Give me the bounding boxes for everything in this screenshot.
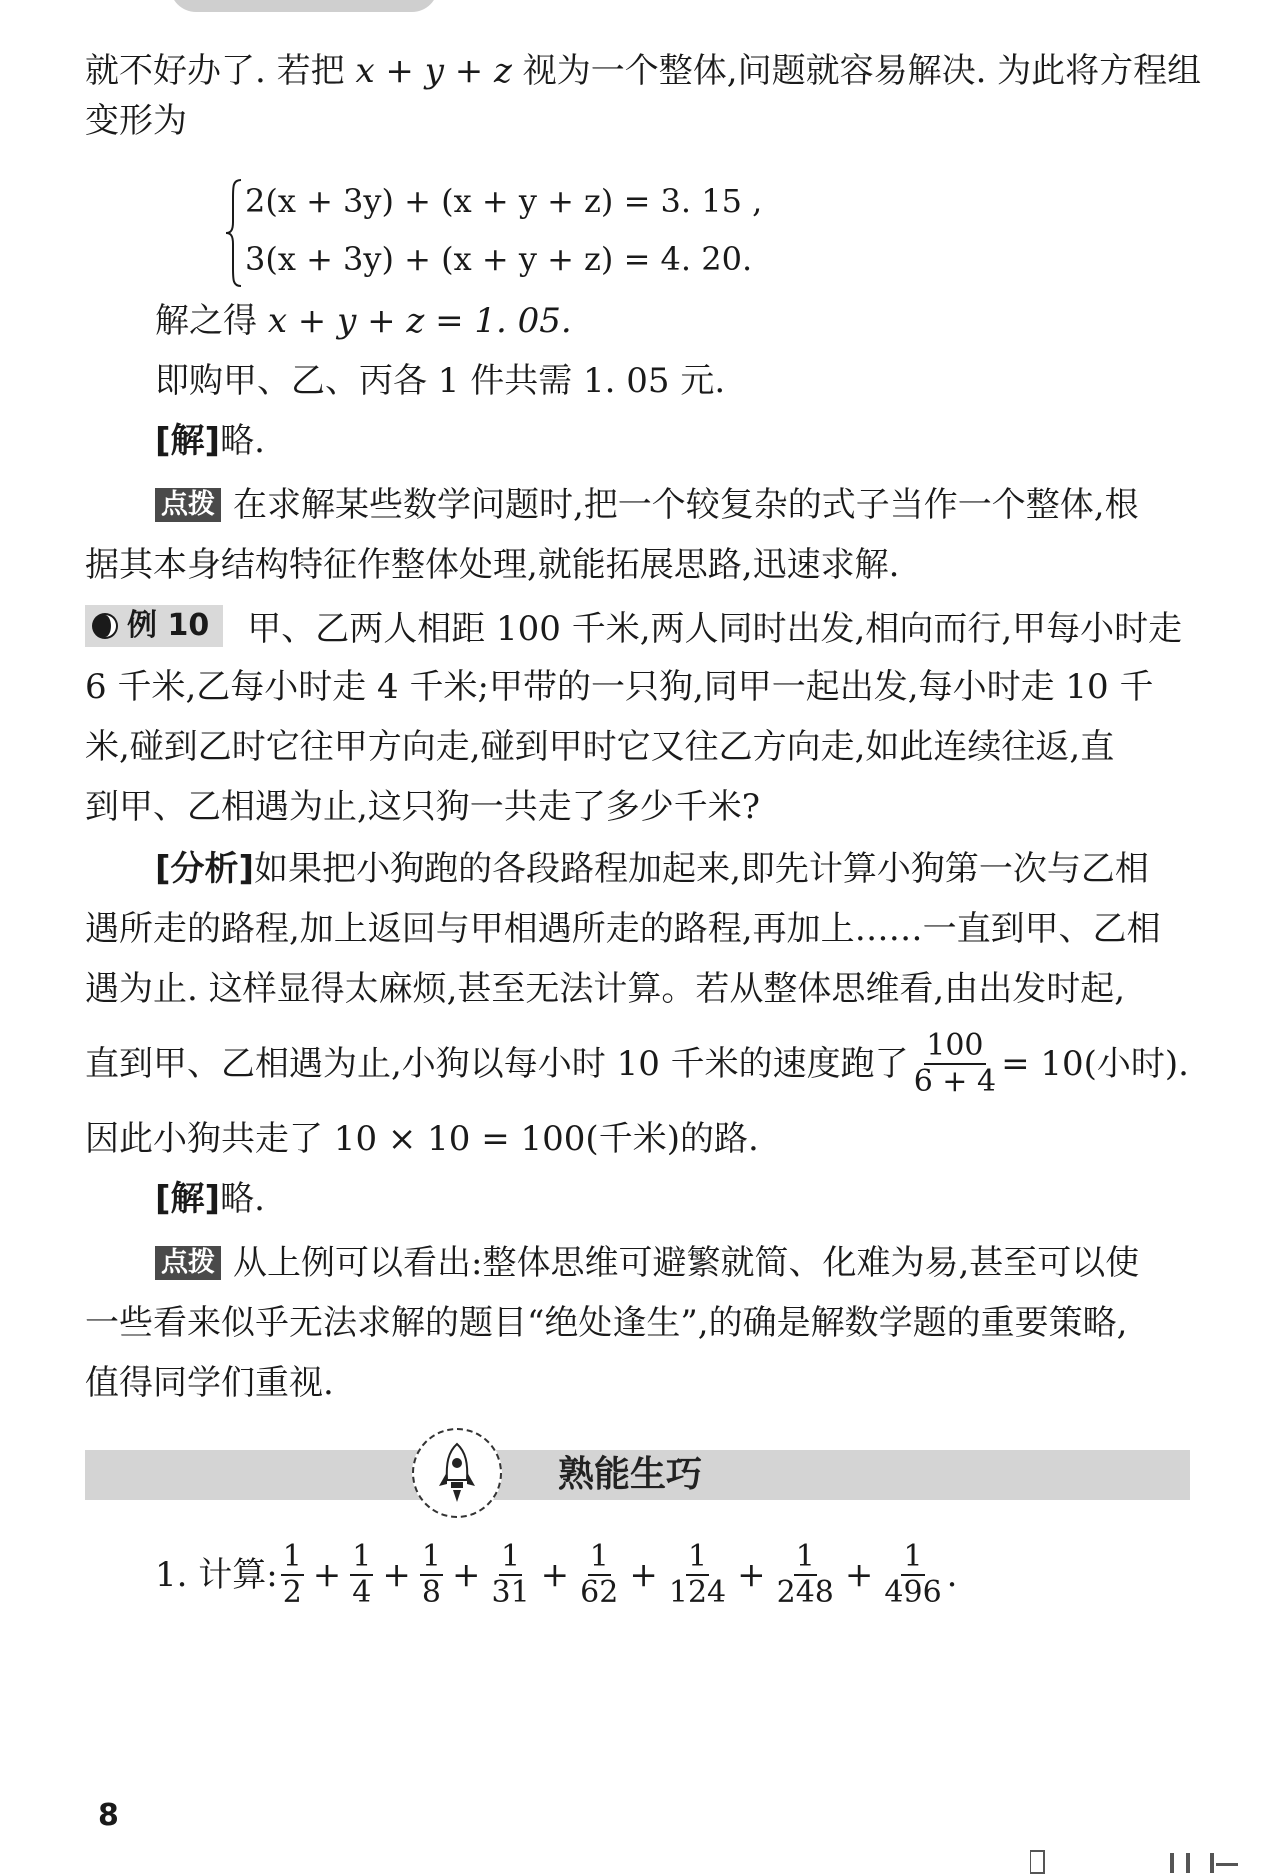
analysis-jie-line [155, 1178, 1265, 1220]
analysis-line-5: 因此小狗共走了 10 × 10 = 100(千米)的路. [85, 1119, 759, 1159]
analysis-line-3: 遇为止. 这样显得太麻烦,甚至无法计算。若从整体思维看,由出发时起, [85, 969, 1126, 1009]
solution-result [155, 300, 1265, 342]
fraction-term-denominator: 62 [580, 1575, 619, 1610]
plus-sign: + [382, 1555, 411, 1595]
fraction-term [489, 1540, 531, 1610]
tip2-text-1: 从上例可以看出:整体思维可避繁就简、化难为易,甚至可以使 [233, 1243, 1140, 1283]
plus-sign: + [540, 1555, 570, 1595]
solution-expr: x + y + z = 1. 05. [267, 301, 572, 341]
intro-text-b: 视为一个整体,问题就容易解决. 为此将方程组 [511, 51, 1202, 91]
example10-badge [85, 605, 223, 647]
equation-2: 3(x + 3y) + (x + y + z) = 4. 20. [245, 240, 753, 278]
fraction-term [578, 1540, 620, 1610]
page-number: 8 [98, 1798, 119, 1833]
exercise-1-end: . [946, 1555, 958, 1595]
fraction-term-numerator: 1 [421, 1539, 441, 1574]
fraction-term-denominator: 248 [776, 1575, 834, 1610]
fraction-term-denominator: 2 [282, 1575, 302, 1610]
fraction-term-denominator: 8 [421, 1575, 441, 1610]
intro-text-a: 就不好办了. 若把 [85, 51, 356, 91]
solution-prefix: 解之得 [155, 301, 268, 341]
fraction-term [420, 1540, 443, 1610]
example10-line-2: 6 千米,乙每小时走 4 千米;甲带的一只狗,同甲一起出发,每小时走 10 千 [85, 667, 1154, 707]
fraction-denominator: 6 + 4 [913, 1064, 997, 1099]
example10-line-3: 米,碰到乙时它往甲方向走,碰到甲时它又往乙方向走,如此连续往返,直 [85, 727, 1115, 767]
lue-text-2: 略. [220, 1179, 265, 1219]
tip2-line-2: 一些看来似乎无法求解的题目“绝处逢生”,的确是解数学题的重要策略, [85, 1303, 1128, 1343]
fraction-sum [278, 1540, 947, 1610]
fraction-term-denominator: 4 [352, 1575, 372, 1610]
section-badge [412, 1428, 502, 1518]
plus-sign: + [451, 1555, 481, 1595]
plus-sign: + [737, 1555, 766, 1595]
fraction-term-numerator: 1 [501, 1539, 521, 1574]
fraction-term-numerator: 1 [282, 1539, 302, 1574]
analysis-label: [分析] [155, 849, 255, 889]
fraction-term [667, 1540, 728, 1610]
tip1-badge: 点拨 [155, 488, 221, 522]
fraction-term-denominator: 496 [884, 1575, 942, 1610]
exercise-1 [155, 1540, 957, 1610]
exercise-1-label: 1. 计算: [155, 1555, 278, 1595]
lue-text: 略. [220, 421, 265, 461]
analysis-line-2: 遇所走的路程,加上返回与甲相遇所走的路程,再加上……一直到甲、乙相 [85, 909, 1161, 949]
fraction-numerator: 100 [926, 1028, 984, 1063]
example10-label: 例 10 [127, 608, 210, 643]
fraction-term-numerator: 1 [687, 1539, 708, 1574]
plus-sign: + [629, 1555, 658, 1595]
jie-label-2: [解] [155, 1179, 221, 1219]
top-decorative-tab [170, 0, 438, 12]
tip1-text-1: 在求解某些数学问题时,把一个较复杂的式子当作一个整体,根 [233, 485, 1139, 525]
plus-sign: + [312, 1555, 342, 1595]
analysis-text-4b: = 10(小时). [1001, 1044, 1189, 1084]
jie-label: [解] [155, 421, 221, 461]
equation-1: 2(x + 3y) + (x + y + z) = 3. 15 , [245, 182, 763, 220]
speed-fraction [912, 1029, 998, 1099]
fraction-term-denominator: 124 [668, 1575, 727, 1610]
rocket-icon [414, 1430, 500, 1516]
fraction-term-numerator: 1 [352, 1539, 372, 1574]
fraction-term-denominator: 31 [491, 1575, 530, 1610]
fraction-term-numerator: 1 [903, 1539, 923, 1574]
tip1-line-2: 据其本身结构特征作整体处理,就能拓展思路,迅速求解. [85, 545, 900, 585]
intro-line-2: 变形为 [85, 101, 187, 141]
section-title: 熟能生巧 [558, 1454, 703, 1495]
fraction-term-numerator: 1 [589, 1539, 609, 1574]
tip1-line-1 [155, 484, 1265, 526]
fraction-term [350, 1540, 373, 1610]
fraction-term [882, 1540, 943, 1610]
intro-line-1 [85, 50, 1202, 92]
analysis-text-4a: 直到甲、乙相遇为止,小狗以每小时 10 千米的速度跑了 [85, 1044, 909, 1084]
solution-conclusion: 即购甲、乙、丙各 1 件共需 1. 05 元. [155, 361, 726, 401]
example10-line-4: 到甲、乙相遇为止,这只狗一共走了多少千米? [85, 787, 761, 827]
intro-variable-expr: x + y + z [355, 51, 512, 91]
left-brace-icon [225, 178, 243, 288]
half-moon-circle-icon [91, 612, 119, 640]
tip2-line-3: 值得同学们重视. [85, 1363, 334, 1403]
example10-line-1 [85, 605, 1195, 650]
tip2-line-1 [155, 1242, 1265, 1284]
analysis-line-1 [155, 848, 1265, 890]
fraction-term-numerator: 1 [795, 1539, 815, 1574]
plus-sign: + [844, 1555, 874, 1595]
tip2-badge: 点拨 [155, 1246, 221, 1280]
example10-text-1: 甲、乙两人相距 100 千米,两人同时出发,相向而行,甲每小时走 [247, 609, 1183, 649]
fraction-term [775, 1540, 836, 1610]
analysis-line-4 [85, 1025, 1195, 1103]
solution-jie-line [155, 420, 1265, 462]
analysis-text-1: 如果把小狗跑的各段路程加起来,即先计算小狗第一次与乙相 [254, 849, 1149, 889]
fraction-term [281, 1540, 304, 1610]
